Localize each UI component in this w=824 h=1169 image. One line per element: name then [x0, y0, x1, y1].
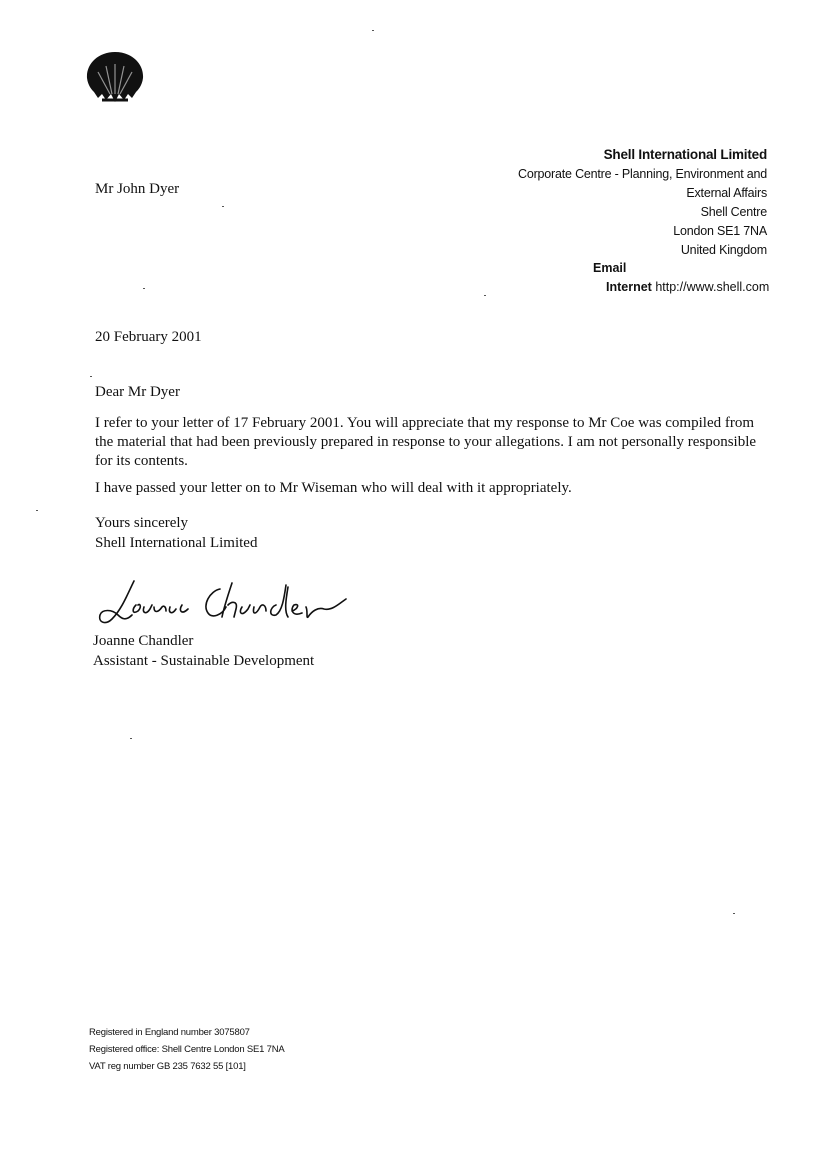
scan-speck: [36, 510, 38, 511]
sender-company: Shell International Limited: [603, 147, 767, 162]
internet-row: [606, 278, 769, 297]
scan-speck: [372, 30, 374, 31]
salutation: Dear Mr Dyer: [95, 384, 180, 400]
signature: [92, 575, 352, 635]
closing-company: Shell International Limited: [95, 535, 258, 551]
scan-speck: [733, 913, 735, 914]
body-paragraph: I have passed your letter on to Mr Wiseman who will deal with it appropriately.: [95, 480, 572, 496]
scan-speck: [130, 738, 132, 739]
body-paragraph: I refer to your letter of 17 February 2001. You will appreciate that my response to Mr Coe was compiled from the material that had been previously prepared in response to your allegations. I am not personally responsible for its contents.: [95, 415, 757, 469]
scan-speck: [90, 376, 92, 377]
internet-label: Internet: [606, 280, 652, 294]
email-label: Email: [593, 261, 627, 275]
sender-address-line: United Kingdom: [680, 243, 767, 257]
scan-speck: [143, 288, 145, 289]
internet-url: http://www.shell.com: [655, 280, 770, 294]
sender-address-line: Shell Centre: [700, 205, 767, 219]
scan-speck: [222, 206, 224, 207]
footer-line: Registered in England number 3075807: [89, 1027, 250, 1038]
signer-title: Assistant - Sustainable Development: [93, 653, 315, 669]
sender-address-line: Corporate Centre - Planning, Environment and: [518, 167, 767, 181]
footer-line: Registered office: Shell Centre London SE1 7NA: [89, 1044, 285, 1055]
closing-line: Yours sincerely: [95, 515, 189, 531]
letter-date: 20 February 2001: [95, 329, 202, 345]
scan-speck: [484, 295, 486, 296]
sender-address-line: External Affairs: [686, 186, 767, 200]
signer-name: Joanne Chandler: [93, 633, 194, 649]
shell-logo-icon: [84, 50, 146, 106]
sender-address-line: London SE1 7NA: [673, 224, 767, 238]
footer-line: VAT reg number GB 235 7632 55 [101]: [89, 1061, 246, 1072]
email-row: [593, 259, 626, 278]
registration-footer: [89, 1024, 285, 1075]
recipient-name: Mr John Dyer: [95, 181, 180, 197]
sender-address-block: [518, 145, 767, 260]
